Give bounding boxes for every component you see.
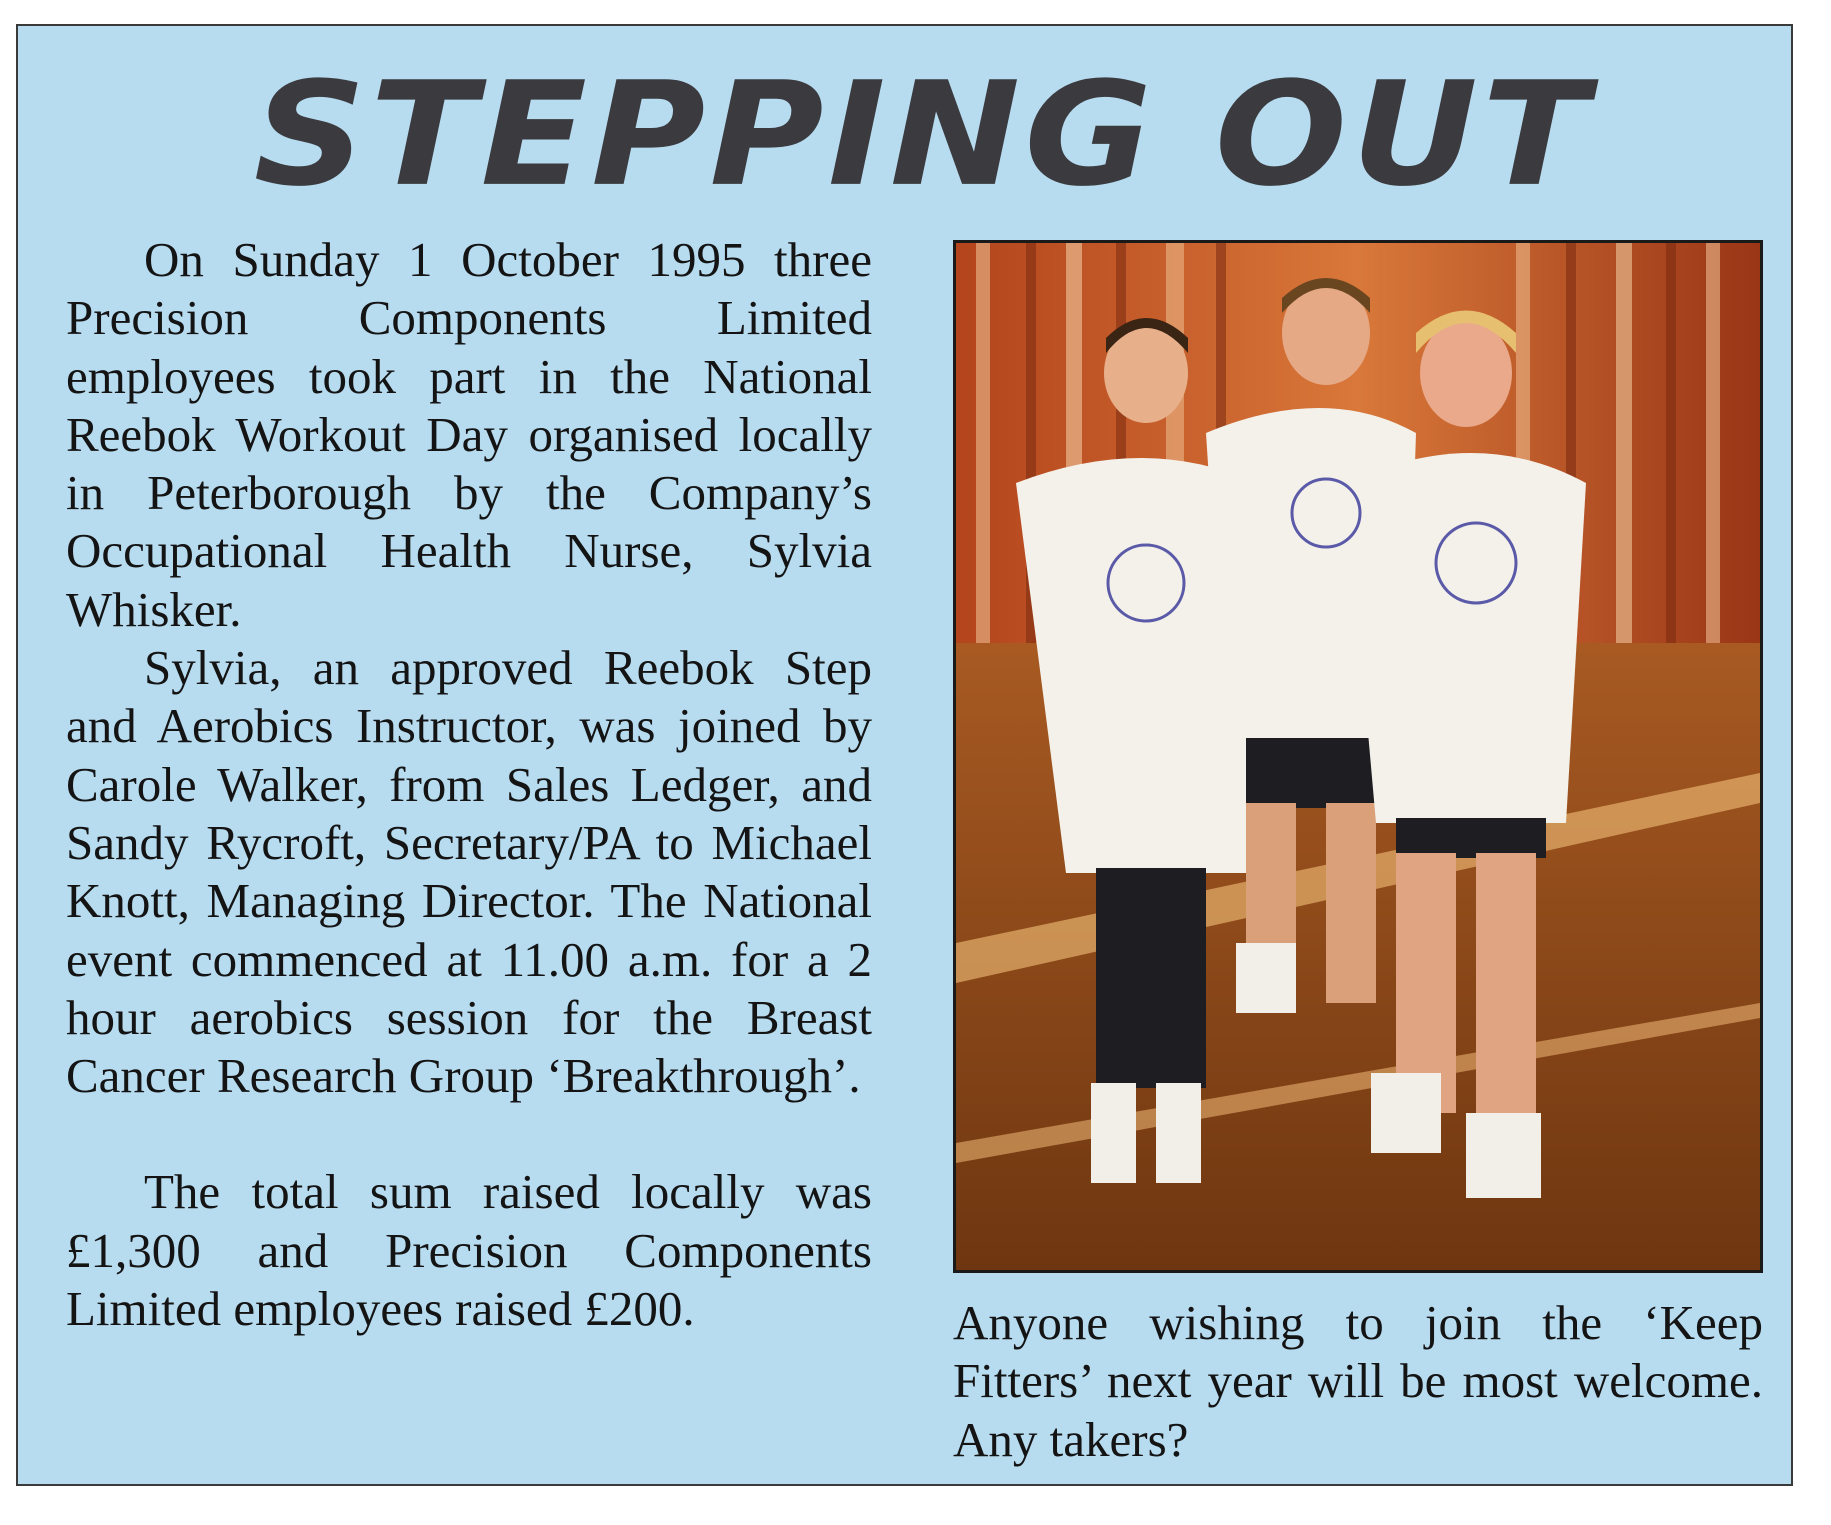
article-body bbox=[66, 231, 872, 1338]
paragraph-participants: Sylvia, an approved Reebok Step and Aerobics Instructor, was joined by Carole Walker, from Sales Ledger, and Sandy Rycroft, Secretary/PA to Michael Knott, Managing Director. The National event commenced at 11.00 a.m. for a 2 hour aerobics session for the Breast Cancer Research Group ‘Breakthrough’. bbox=[66, 640, 872, 1104]
paragraph-intro: On Sunday 1 October 1995 three Precision Components Limited employees took part in the National Reebok Workout Day organised locally in Peterborough by the Company’s Occupational Health Nurse, Sylvia Whisker. bbox=[66, 232, 872, 637]
headline: STEPPING OUT bbox=[253, 50, 1593, 218]
article-panel bbox=[16, 24, 1793, 1486]
photo-caption: Anyone wishing to join the ‘Keep Fitters’ next year will be most welcome. Any takers? bbox=[953, 1295, 1763, 1467]
paragraph-total: The total sum raised locally was £1,300 and Precision Components Limited employees raised £200. bbox=[66, 1164, 872, 1337]
photo bbox=[953, 240, 1763, 1273]
